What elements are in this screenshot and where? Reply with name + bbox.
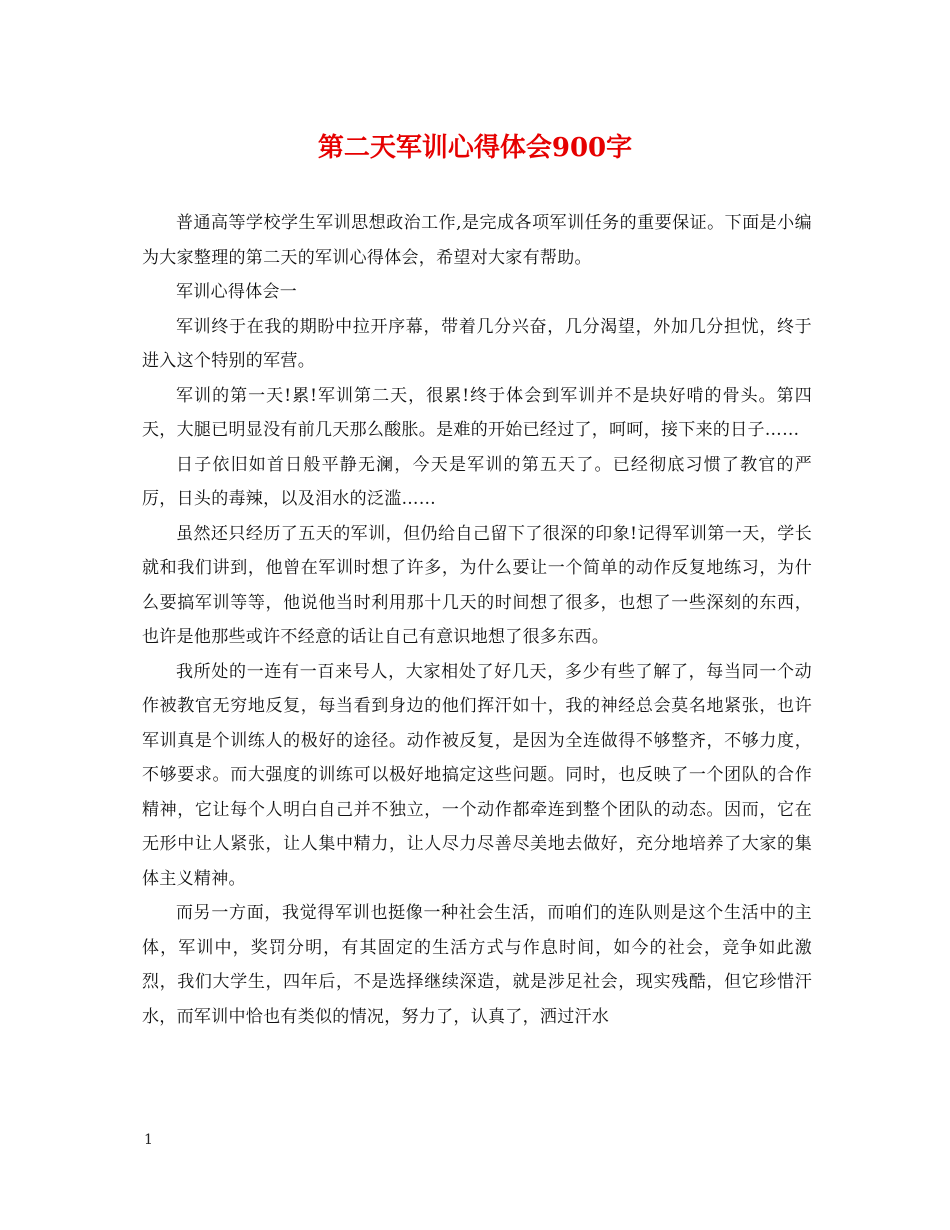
page-number: 1 [144, 1132, 153, 1148]
document-title: 第二天军训心得体会900字 [317, 133, 633, 163]
paragraph: 我所处的一连有一百来号人，大家相处了好几天，多少有些了解了，每当同一个动作被教官无穷地反复，每当看到身边的他们挥汗如十，我的神经总会莫名地紧张，也许军训真是个训练人的极好的途径。动作被反复，是因为全连做得不够整齐，不够力度，不够要求。而大强度的训练可以极好地搞定这些问题。同时，也反映了一个团队的合作精神，它让每个人明白自己并不独立，一个动作都牵连到整个团队的动态。因而，它在无形中让人紧张，让人集中精力，让人尽力尽善尽美地去做好，充分地培养了大家的集体主义精神。 [142, 661, 812, 889]
section-heading: 军训心得体会一 [176, 282, 298, 302]
paragraph: 日子依旧如首日般平静无澜，今天是军训的第五天了。已经彻底习惯了教官的严厉，日头的毒辣，以及泪水的泛滥…… [142, 454, 812, 509]
paragraph: 而另一方面，我觉得军训也挺像一种社会生活，而咱们的连队则是这个生活中的主体，军训中，奖罚分明，有其固定的生活方式与作息时间，如今的社会，竞争如此激烈，我们大学生，四年后，不是选择继续深造，就是涉足社会，现实残酷，但它珍惜汗水，而军训中恰也有类似的情况，努力了，认真了，洒过汗水 [142, 903, 812, 1027]
paragraph-intro: 普通高等学校学生军训思想政治工作,是完成各项军训任务的重要保证。下面是小编为大家整理的第二天的军训心得体会，希望对大家有帮助。 [142, 213, 812, 268]
document-body [142, 206, 812, 1034]
paragraph: 军训终于在我的期盼中拉开序幕，带着几分兴奋，几分渴望，外加几分担忧，终于进入这个特别的军营。 [142, 316, 812, 371]
paragraph: 虽然还只经历了五天的军训，但仍给自己留下了很深的印象!记得军训第一天，学长就和我们讲到，他曾在军训时想了许多，为什么要让一个简单的动作反复地练习，为什么要搞军训等等，他说他当时利用那十几天的时间想了很多，也想了一些深刻的东西，也许是他那些或许不经意的话让自己有意识地想了很多东西。 [142, 523, 812, 647]
paragraph: 军训的第一天!累!军训第二天，很累!终于体会到军训并不是块好啃的骨头。第四天，大腿已明显没有前几天那么酸胀。是难的开始已经过了，呵呵，接下来的日子…… [142, 385, 812, 440]
